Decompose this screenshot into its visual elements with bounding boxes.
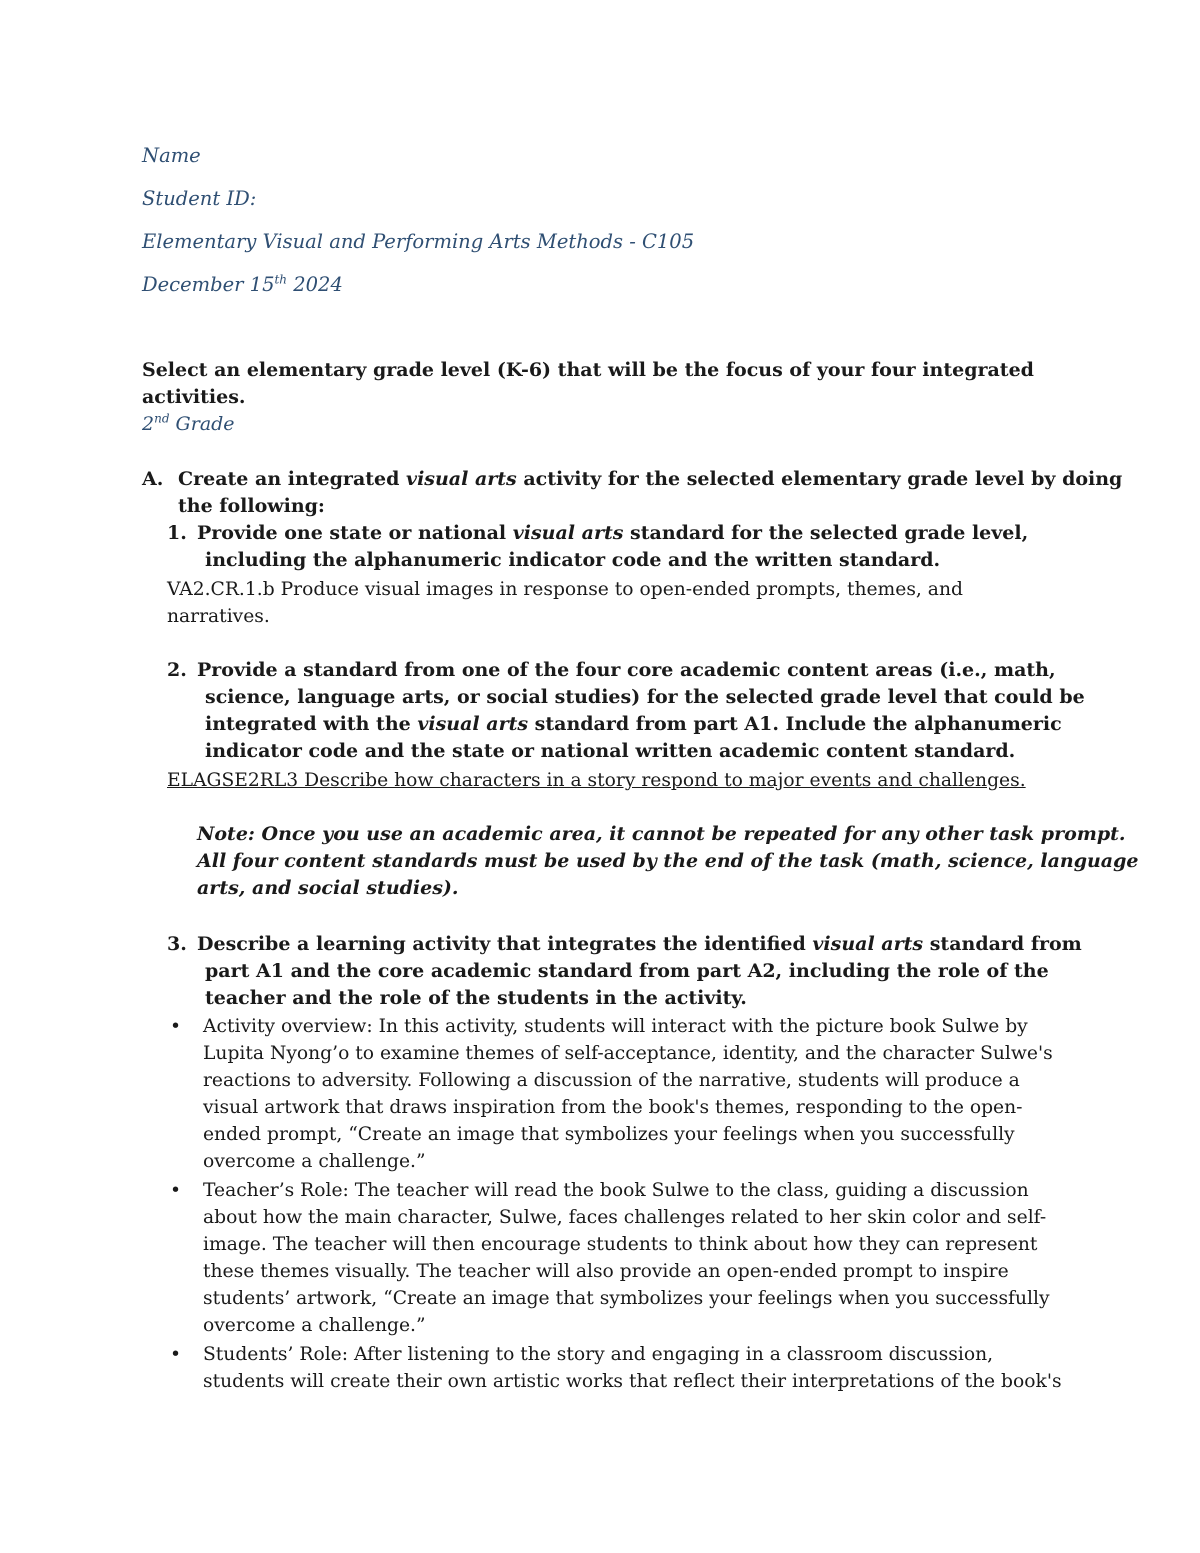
- item-1-text: Provide one state or national: [197, 522, 513, 544]
- bullet-3-line-2: students will create their own artistic works that reflect their interpretations of the book's: [203, 1371, 1062, 1392]
- item-1-text-end: standard for the selected grade level,: [623, 522, 1029, 544]
- item-3-line-3: teacher and the role of the students in the activity.: [205, 987, 747, 1009]
- grade-level-answer: [142, 411, 235, 438]
- item-2-text-end: standard from part A1. Include the alphanumeric: [528, 713, 1062, 735]
- section-a-line-1: [178, 466, 1122, 493]
- bullet-2-line-4: these themes visually. The teacher will also provide an open-ended prompt to inspire: [203, 1261, 1009, 1282]
- section-a-text: Create an integrated: [178, 468, 407, 490]
- header-date-day: December 15: [142, 273, 275, 296]
- bullet-1-line-2: Lupita Nyong’o to examine themes of self-acceptance, identity, and the character Sulwe's: [203, 1043, 1053, 1064]
- grade-text: Grade: [169, 413, 235, 435]
- item-2-text: integrated with the: [205, 713, 418, 735]
- bullet-marker: •: [170, 1180, 182, 1201]
- bullet-marker: •: [170, 1344, 182, 1365]
- section-a-letter: A.: [142, 468, 164, 490]
- grade-number: 2: [142, 413, 155, 435]
- bullet-1-line-6: overcome a challenge.”: [203, 1151, 426, 1172]
- bullet-1-line-4: visual artwork that draws inspiration from the book's themes, responding to the open-: [203, 1097, 1023, 1118]
- item-1-line-1: [197, 520, 1028, 547]
- intro-prompt-line-1: Select an elementary grade level (K-6) that will be the focus of your four integrated: [142, 359, 1034, 381]
- section-a-emphasis: visual arts: [406, 468, 517, 490]
- item-3-text-end: standard from: [923, 933, 1082, 955]
- note-line-2: All four content standards must be used by the end of the task (math, science, language: [197, 850, 1139, 872]
- header-student-id: Student ID:: [142, 187, 257, 210]
- item-2-answer: ELAGSE2RL3 Describe how characters in a story respond to major events and challenges.: [167, 770, 1026, 791]
- item-1-answer-line-2: narratives.: [167, 606, 270, 627]
- bullet-2-line-6: overcome a challenge.”: [203, 1315, 426, 1336]
- header-name: Name: [142, 144, 201, 167]
- section-a-text-end: activity for the selected elementary grade level by doing: [516, 468, 1123, 490]
- bullet-2-line-2: about how the main character, Sulwe, faces challenges related to her skin color and self-: [203, 1207, 1047, 1228]
- bullet-1-line-1: Activity overview: In this activity, students will interact with the picture book Sulwe by: [203, 1016, 1028, 1037]
- item-3-text: Describe a learning activity that integrates the identified: [197, 933, 813, 955]
- bullet-2-line-5: students’ artwork, “Create an image that symbolizes your feelings when you successfully: [203, 1288, 1050, 1309]
- note-line-3: arts, and social studies).: [197, 877, 459, 899]
- item-2-line-4: indicator code and the state or national written academic content standard.: [205, 740, 1016, 762]
- item-3-line-1: [197, 931, 1082, 958]
- item-3-line-2: part A1 and the core academic standard from part A2, including the role of the: [205, 960, 1049, 982]
- item-1-line-2: including the alphanumeric indicator code and the written standard.: [205, 549, 941, 571]
- item-1-number: 1.: [167, 522, 187, 544]
- bullet-2-line-3: image. The teacher will then encourage students to think about how they can represent: [203, 1234, 1038, 1255]
- item-1-answer-line-1: VA2.CR.1.b Produce visual images in response to open-ended prompts, themes, and: [167, 579, 963, 600]
- intro-prompt-line-2: activities.: [142, 386, 246, 408]
- header-date-year: 2024: [287, 273, 343, 296]
- item-2-emphasis: visual arts: [417, 713, 529, 735]
- bullet-3-line-1: Students’ Role: After listening to the story and engaging in a classroom discussion,: [203, 1344, 994, 1365]
- bullet-1-line-5: ended prompt, “Create an image that symbolizes your feelings when you successfully: [203, 1124, 1015, 1145]
- header-date: [142, 271, 343, 298]
- bullet-2-line-1: Teacher’s Role: The teacher will read the book Sulwe to the class, guiding a discussion: [203, 1180, 1029, 1201]
- item-2-line-1: Provide a standard from one of the four core academic content areas (i.e., math,: [197, 659, 1056, 681]
- header-date-suffix: th: [274, 272, 288, 287]
- item-2-line-3: [205, 711, 1062, 738]
- item-3-number: 3.: [167, 933, 187, 955]
- bullet-marker: •: [170, 1016, 182, 1037]
- note-line-1: Note: Once you use an academic area, it cannot be repeated for any other task prompt.: [197, 823, 1126, 845]
- item-3-emphasis: visual arts: [812, 933, 924, 955]
- section-a-line-2: the following:: [178, 495, 325, 517]
- item-2-number: 2.: [167, 659, 187, 681]
- grade-suffix: nd: [154, 411, 170, 426]
- item-2-line-2: science, language arts, or social studies) for the selected grade level that could be: [205, 686, 1085, 708]
- bullet-1-line-3: reactions to adversity. Following a discussion of the narrative, students will produce a: [203, 1070, 1020, 1091]
- item-1-emphasis: visual arts: [512, 522, 624, 544]
- header-course: Elementary Visual and Performing Arts Methods - C105: [142, 230, 695, 253]
